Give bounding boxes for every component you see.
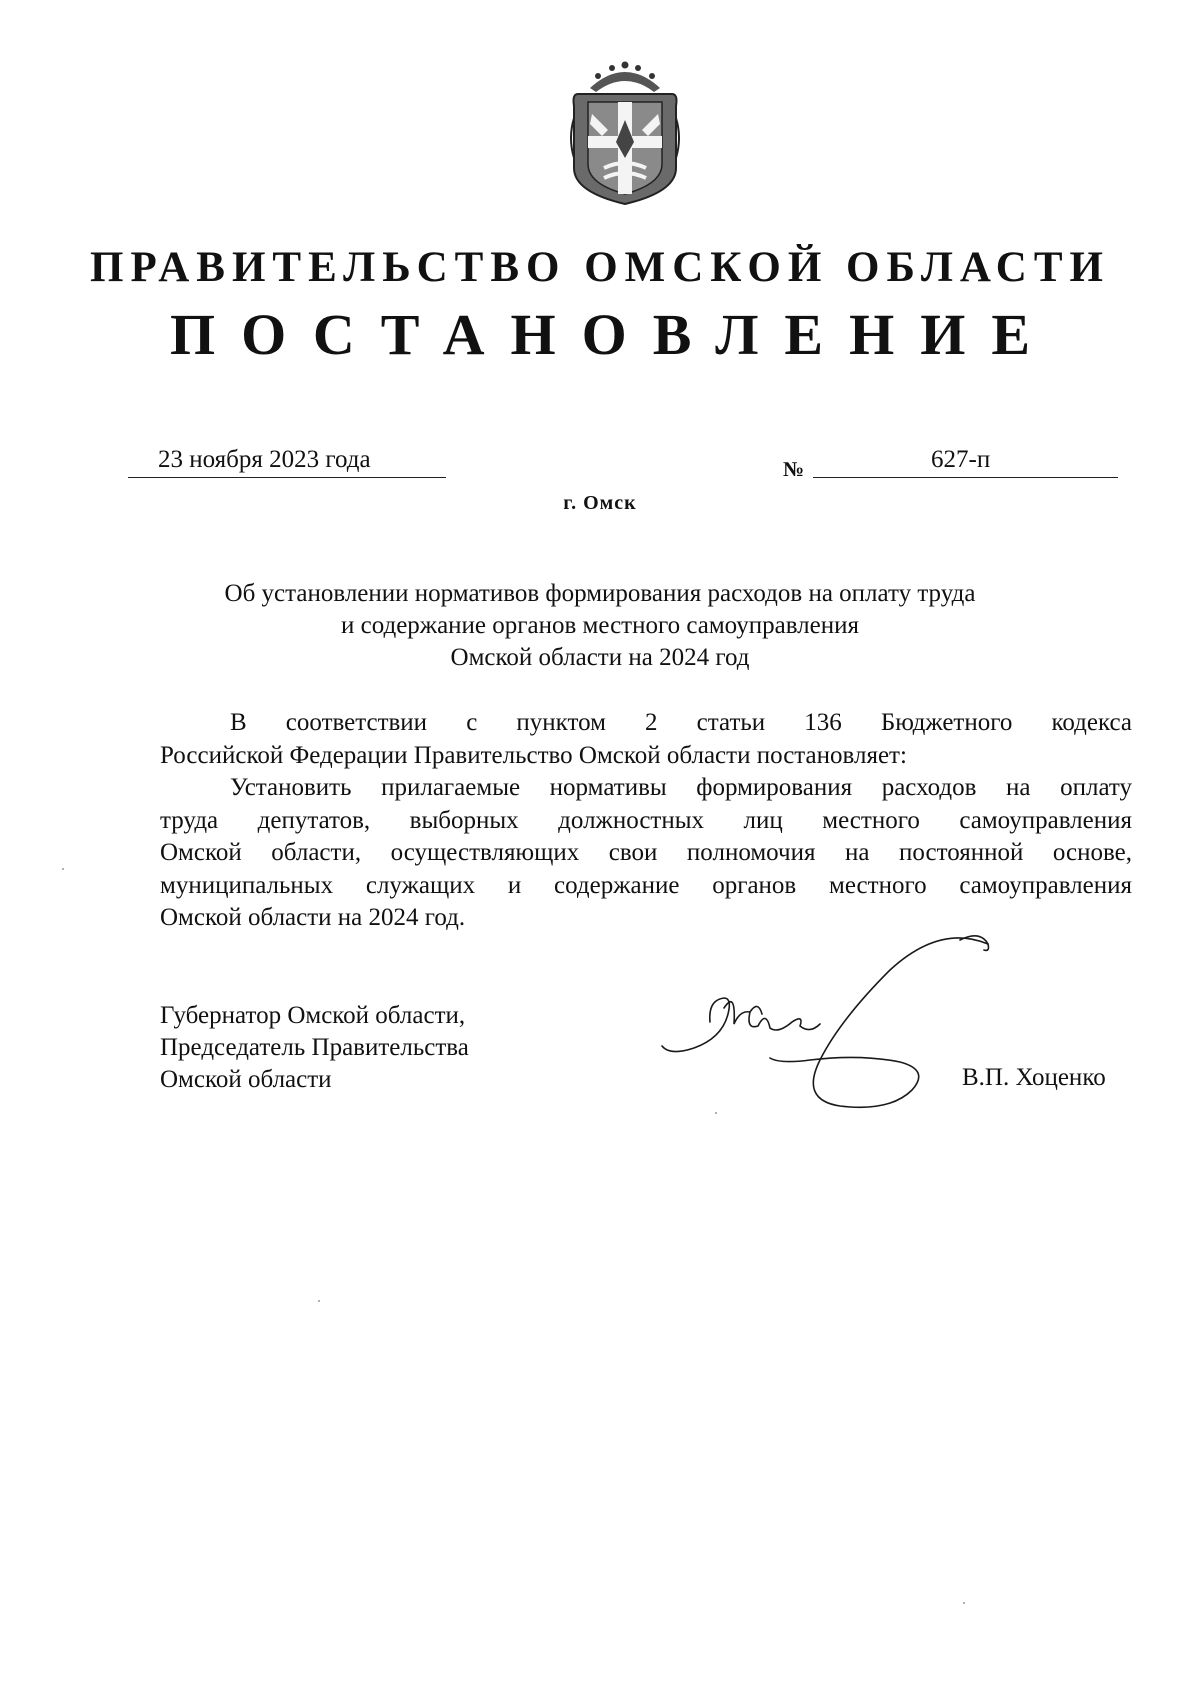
subject-line: и содержание органов местного самоуправления	[340, 612, 860, 639]
document-type: ПОСТАНОВЛЕНИЕ	[169, 302, 1057, 367]
scan-speck	[715, 1112, 717, 1114]
signatory-position	[160, 1000, 469, 1096]
body-line: муниципальных служащих и содержание органов местного самоуправления	[160, 871, 1132, 899]
signatory-name: В.П. Хоценко	[962, 1064, 1106, 1091]
subject-line: Омской области на 2024 год	[450, 644, 750, 671]
scan-speck	[963, 1602, 965, 1604]
position-line: Председатель Правительства	[160, 1034, 469, 1061]
city: г. Омск	[563, 492, 637, 514]
date-field	[128, 443, 446, 478]
body-line: Омской области на 2024 год.	[160, 904, 466, 931]
number-sign: №	[783, 457, 805, 481]
document-subject	[160, 578, 1040, 674]
paragraph-legal-basis	[160, 707, 1132, 772]
paragraph-resolution	[160, 772, 1132, 935]
coat-of-arms-icon	[568, 58, 682, 206]
body-line: Установить прилагаемые нормативы формирования расходов на оплату	[230, 774, 1132, 801]
body-line: Российской Федерации Правительство Омской области постановляет:	[160, 741, 907, 769]
scan-speck	[62, 868, 64, 870]
document-date: 23 ноября 2023 года	[158, 446, 371, 473]
position-line: Омской области	[160, 1066, 332, 1093]
document-body	[160, 707, 1132, 935]
position-line: Губернатор Омской области,	[160, 1002, 466, 1029]
body-line: В соответствии с пунктом 2 статьи 136 Бюджетного кодекса	[230, 709, 1132, 736]
body-line: Омской области, осуществляющих свои полномочия на постоянной основе,	[160, 839, 1132, 866]
body-line: труда депутатов, выборных должностных лиц местного самоуправления	[160, 806, 1132, 834]
number-field	[813, 443, 1118, 478]
scan-speck	[318, 1300, 320, 1302]
subject-line: Об установлении нормативов формирования расходов на оплату труда	[224, 580, 976, 607]
government-name: ПРАВИТЕЛЬСТВО ОМСКОЙ ОБЛАСТИ	[90, 244, 1110, 291]
document-number: 627-п	[931, 446, 991, 473]
